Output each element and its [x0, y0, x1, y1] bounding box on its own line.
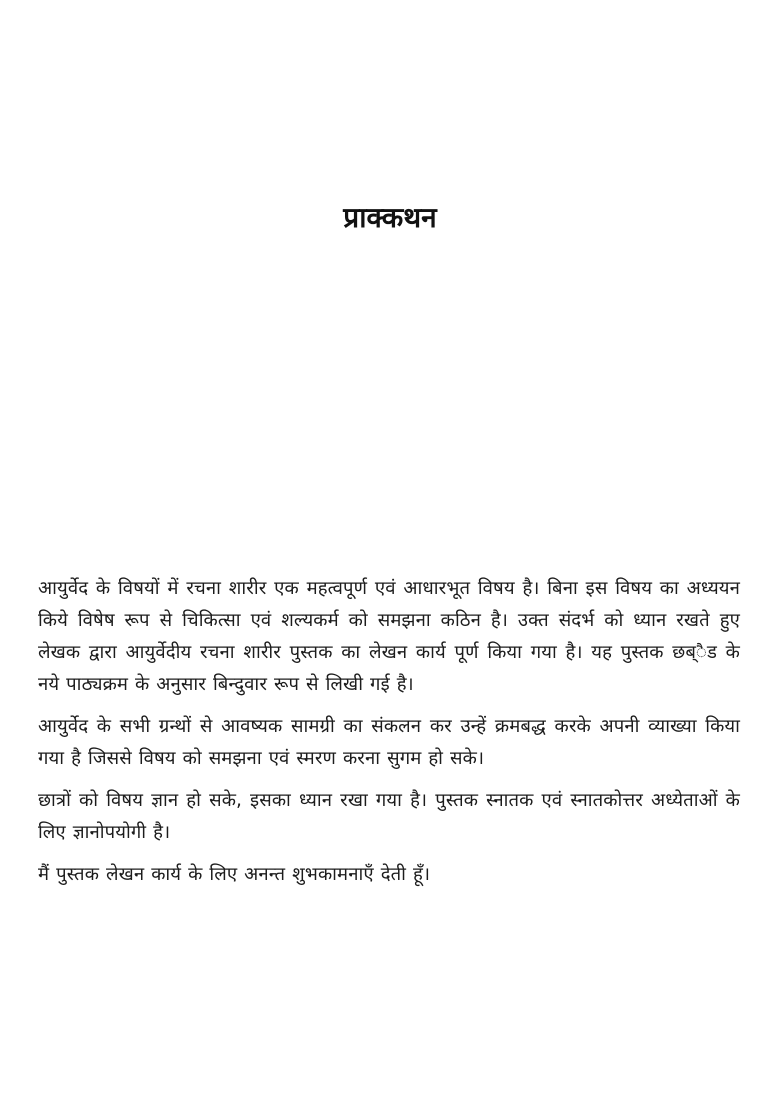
paragraph-wishes: मैं पुस्तक लेखन कार्य के लिए अनन्त शुभकामनाएँ देती हूँ।	[38, 864, 431, 885]
paragraph-intro: आयुर्वेद के विषयों में रचना शारीर एक महत्वपूर्ण एवं आधारभूत विषय है। बिना इस विषय का अध्ययन किये विषेष रूप से चिकित्सा एवं शल्यकर्म को समझना कठिन है। उक्त संदर्भ को ध्यान रखते हुए लेखक द्वारा आयुर्वेदीय रचना शारीर पुस्तक का लेखन कार्य पूर्ण किया गया है। यह पुस्तक छब्ैड के नये पाठ्यक्रम के अनुसार बिन्दुवार रूप से लिखी गई है।	[38, 578, 740, 695]
paragraph-sources: आयुर्वेद के सभी ग्रन्थों से आवष्यक सामग्री का संकलन कर उन्हें क्रमबद्ध करके अपनी व्याख्या किया गया है जिससे विषय को समझना एवं स्मरण करना सुगम हो सके।	[38, 716, 740, 769]
page-title: प्राक्कथन	[343, 201, 437, 234]
paragraph-students: छात्रों को विषय ज्ञान हो सके, इसका ध्यान रखा गया है। पुस्तक स्नातक एवं स्नातकोत्तर अध्येताओं के लिए ज्ञानोपयोगी है।	[38, 790, 740, 843]
foreword-body	[38, 573, 740, 901]
